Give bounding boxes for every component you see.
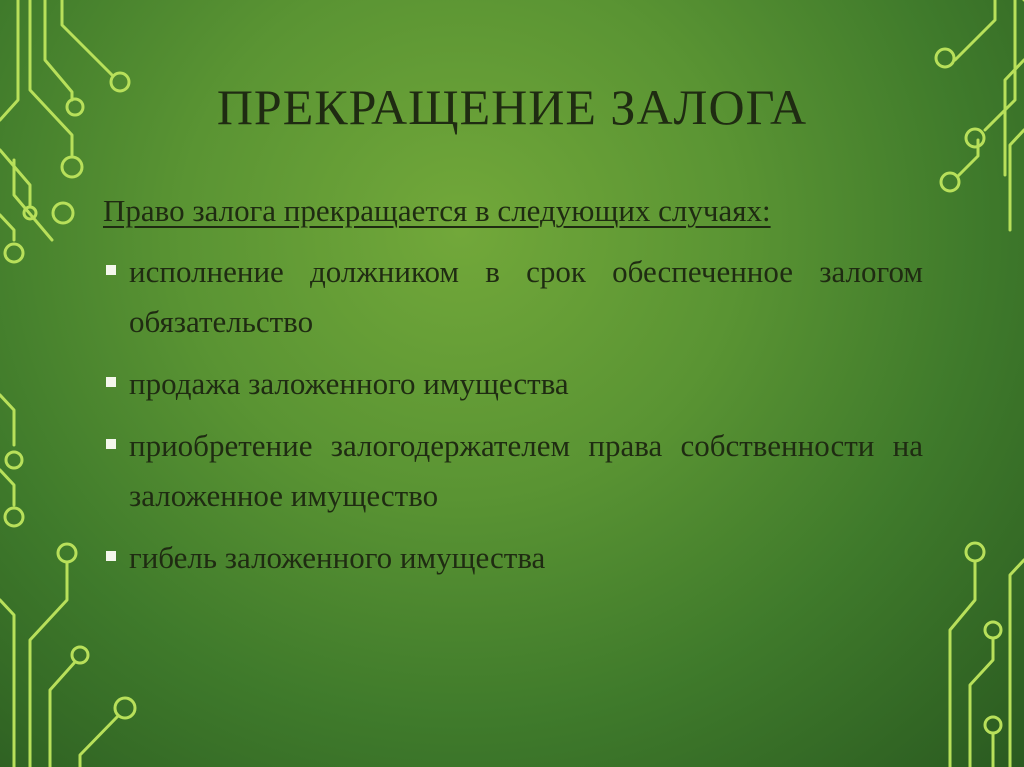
list-item-text: приобретение залогодержателем права собственности на заложенное имущество bbox=[129, 428, 923, 514]
list-item bbox=[103, 533, 923, 583]
slide-content bbox=[103, 192, 923, 595]
list-item-text: продажа заложенного имущества bbox=[129, 366, 569, 402]
list-item-text: гибель заложенного имущества bbox=[129, 540, 546, 576]
square-bullet-icon bbox=[106, 439, 116, 449]
list-item bbox=[103, 421, 923, 521]
circuit-left-mid-icon bbox=[0, 395, 23, 526]
square-bullet-icon bbox=[106, 265, 116, 275]
bullet-list bbox=[103, 247, 923, 583]
list-item-text: исполнение должником в срок обеспеченное залогом обязательство bbox=[129, 254, 923, 340]
square-bullet-icon bbox=[106, 377, 116, 387]
intro-text: Право залога прекращается в следующих случаях: bbox=[103, 193, 771, 228]
list-item bbox=[103, 359, 923, 409]
circuit-bottom-right-icon bbox=[950, 543, 1024, 767]
square-bullet-icon bbox=[106, 551, 116, 561]
slide-title: ПРЕКРАЩЕНИЕ ЗАЛОГА bbox=[216, 79, 808, 135]
list-item bbox=[103, 247, 923, 347]
